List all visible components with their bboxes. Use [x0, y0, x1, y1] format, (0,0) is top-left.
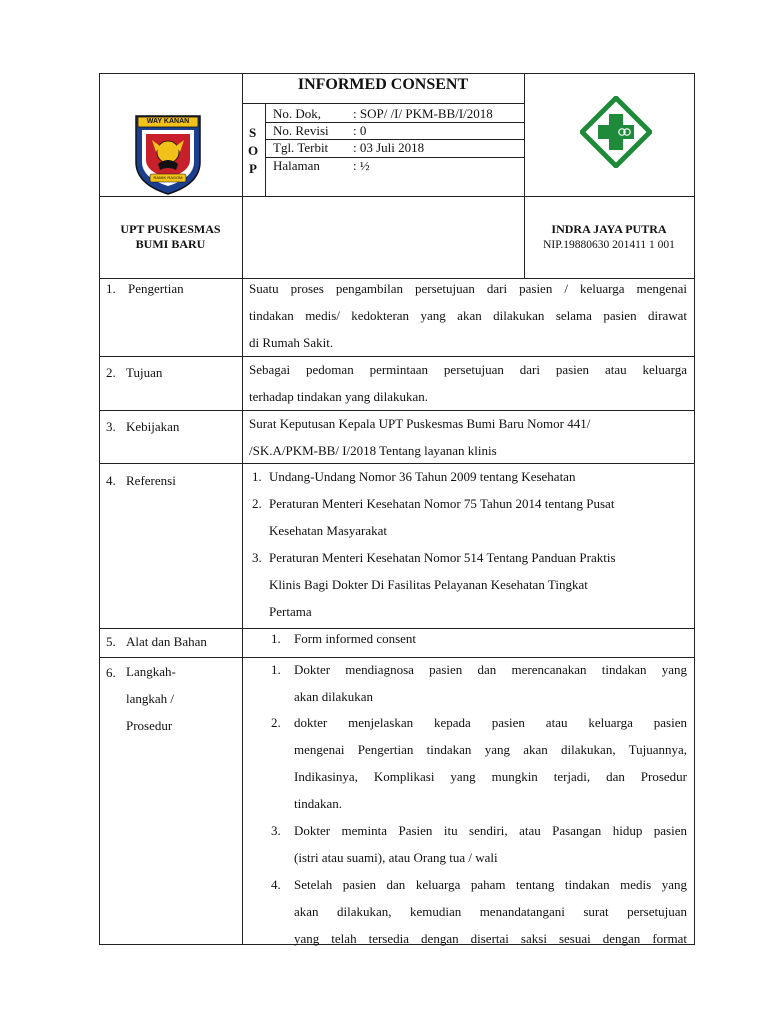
text-line: Dokter mendiagnosa pasien dan merencanakan tindakan yang: [294, 662, 687, 677]
organization-name-line1: UPT PUSKESMAS: [120, 222, 221, 236]
document-title: INFORMED CONSENT: [297, 76, 469, 93]
list-item: [294, 817, 687, 871]
text-line: Peraturan Menteri Kesehatan Nomor 75 Tahun 2014 tentang Pusat: [269, 496, 615, 511]
section-number: 4.: [106, 473, 116, 488]
doc-info-value: : SOP/ /I/ PKM-BB/I/2018: [353, 106, 493, 121]
section-label: Tujuan: [126, 365, 163, 380]
text-line: Setelah pasien dan keluarga paham tentang tindakan medis yang: [294, 877, 687, 892]
label-line: Prosedur: [126, 718, 173, 733]
section-number: 3.: [106, 419, 116, 434]
organization-name-line2: BUMI BARU: [135, 237, 206, 251]
list-item: [269, 490, 687, 544]
label-line: langkah /: [126, 691, 175, 706]
text-line: dokter menjelaskan kepada pasien atau keluarga pasien: [294, 715, 687, 730]
text-line: di Rumah Sakit.: [249, 335, 334, 350]
text-line: yang telah tersedia dengan disertai saksi sesuai dengan format: [294, 931, 687, 946]
puskesmas-cross-icon: [580, 96, 652, 168]
section-label: [126, 658, 176, 739]
text-line: terhadap tindakan yang dilakukan.: [249, 389, 429, 404]
doc-info-label: No. Dok,: [273, 106, 322, 121]
text-line: Pertama: [269, 604, 312, 619]
text-line: Kesehatan Masyarakat: [269, 523, 388, 538]
list-number: 3.: [271, 823, 281, 838]
section-text: [249, 275, 687, 356]
text-line: Surat Keputusan Kepala UPT Puskesmas Bumi Baru Nomor 441/: [249, 416, 591, 431]
label-line: Langkah-: [126, 664, 176, 679]
sop-letter-p: P: [249, 161, 257, 176]
head-nip: NIP.19880630 201411 1 001: [543, 239, 675, 251]
text-line: tindakan medis/ kedokteran yang akan dilakukan selama pasien dirawat: [249, 308, 687, 323]
list-number: 4.: [271, 877, 281, 892]
list-number: 1.: [271, 631, 281, 646]
sop-letter-o: O: [248, 143, 259, 158]
text-line: Sebagai pedoman permintaan persetujuan dari pasien atau keluarga: [249, 362, 687, 377]
list-number: 2.: [252, 496, 262, 511]
doc-info-value: : 03 Juli 2018: [353, 140, 425, 155]
list-item: [294, 709, 687, 817]
logo-bottom-text: RAMIK RAGOM: [153, 175, 183, 180]
doc-info-label: Tgl. Terbit: [273, 140, 329, 155]
section-text: [249, 410, 687, 464]
section-label: Kebijakan: [126, 419, 180, 434]
text-line: akan dilakukan: [294, 689, 374, 704]
head-signature-block: [524, 222, 694, 253]
list-item: [269, 544, 687, 625]
text-line: Peraturan Menteri Kesehatan Nomor 514 Tentang Panduan Praktis: [269, 550, 616, 565]
list-number: 1.: [271, 662, 281, 677]
section-label: Referensi: [126, 473, 176, 488]
puskesmas-logo: [580, 96, 652, 168]
organization-name: [99, 222, 242, 252]
section-label: Alat dan Bahan: [126, 634, 207, 649]
section-number: 1.: [106, 281, 116, 296]
list-number: 3.: [252, 550, 262, 565]
section-text: [249, 356, 687, 410]
text-line: Suatu proses pengambilan persetujuan dari pasien / keluarga mengenai: [249, 281, 687, 296]
sop-letter-s: S: [249, 125, 257, 140]
doc-info-value: : 0: [353, 123, 367, 138]
way-kanan-logo: [132, 112, 204, 196]
doc-info-label: No. Revisi: [273, 123, 329, 138]
list-number: 1.: [252, 469, 262, 484]
doc-info-label: Halaman: [273, 158, 320, 173]
list-item: Form informed consent: [294, 631, 417, 646]
text-line: Dokter meminta Pasien itu sendiri, atau Pasangan hidup pasien: [294, 823, 687, 838]
text-line: Undang-Undang Nomor 36 Tahun 2009 tentang Kesehatan: [269, 469, 576, 484]
section-number: 6.: [106, 665, 116, 680]
text-line: mengenai Pengertian tindakan yang akan dilakukan, Tujuannya,: [294, 742, 687, 757]
text-line: Indikasinya, Komplikasi yang mungkin terjadi, dan Prosedur: [294, 769, 687, 784]
head-name: INDRA JAYA PUTRA: [551, 222, 667, 236]
list-item: [294, 656, 687, 710]
section-label: Pengertian: [128, 281, 184, 296]
text-line: Klinis Bagi Dokter Di Fasilitas Pelayanan Kesehatan Tingkat: [269, 577, 588, 592]
section-number: 5.: [106, 634, 116, 649]
list-number: 2.: [271, 715, 281, 730]
list-item: [294, 871, 687, 952]
text-line: akan dilakukan, kemudian menandatangani surat persetujuan: [294, 904, 687, 919]
text-line: tindakan.: [294, 796, 343, 811]
logo-top-text: WAY KANAN: [146, 118, 190, 125]
section-number: 2.: [106, 365, 116, 380]
text-line: /SK.A/PKM-BB/ I/2018 Tentang layanan klinis: [249, 443, 497, 458]
text-line: (istri atau suami), atau Orang tua / wali: [294, 850, 498, 865]
doc-info-value: : ½: [353, 158, 370, 173]
list-item: [269, 463, 687, 490]
